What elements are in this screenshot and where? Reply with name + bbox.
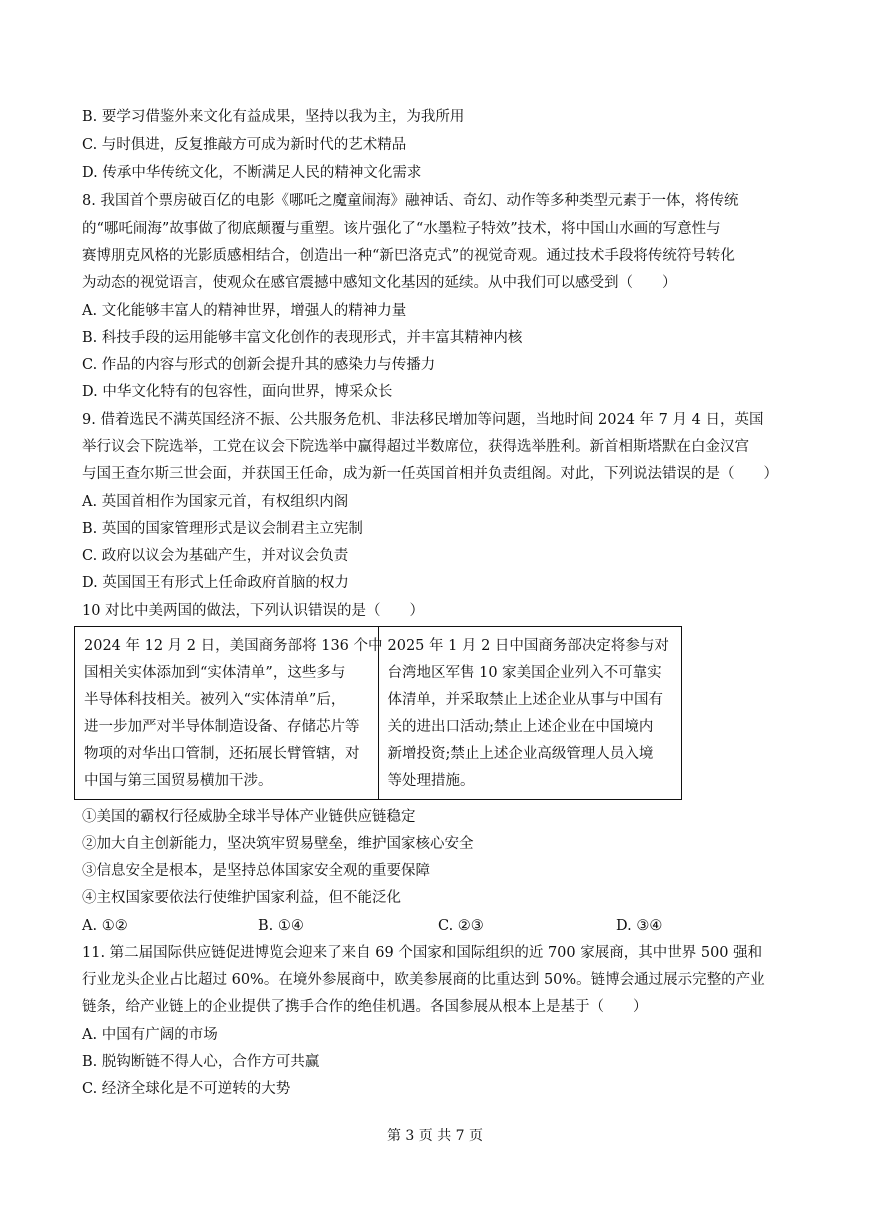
question-8-option-c: C. 作品的内容与形式的创新会提升其的感染力与传播力 <box>82 357 436 373</box>
question-11-option-c: C. 经济全球化是不可逆转的大势 <box>82 1081 291 1097</box>
page-footer: 第 3 页 共 7 页 <box>386 1128 484 1144</box>
usa-text-line: 进一步加严对半导体制造设备、存储芯片等 <box>84 719 360 735</box>
statement-3: ③信息安全是根本，是坚持总体国家安全观的重要保障 <box>82 863 430 879</box>
question-11-option-a: A. 中国有广阔的市场 <box>82 1027 218 1043</box>
china-text-line: 台湾地区军售 10 家美国企业列入不可靠实 <box>387 665 662 681</box>
china-text-line: 关的进出口活动;禁止上述企业在中国境内 <box>387 719 654 735</box>
usa-text-line: 2024 年 12 月 2 日，美国商务部将 136 个中 <box>84 638 383 654</box>
usa-text-line: 国相关实体添加到“实体清单”，这些多与 <box>84 665 346 681</box>
question-8-line-4: 为动态的视觉语言，使观众在感官震撼中感知文化基因的延续。从中我们可以感受到（ ） <box>82 275 677 291</box>
china-text-line: 新增投资;禁止上述企业高级管理人员入境 <box>387 746 654 762</box>
question-9-line-1: 9. 借着选民不满英国经济不振、公共服务危机、非法移民增加等问题，当地时间 2024 年 7 月 4 日，英国 <box>82 412 764 428</box>
question-8-option-a: A. 文化能够丰富人的精神世界，增强人的精神力量 <box>82 303 407 319</box>
question-11-option-b: B. 脱钩断链不得人心，合作方可共赢 <box>82 1054 320 1070</box>
question-9-option-b: B. 英国的国家管理形式是议会制君主立宪制 <box>82 521 363 537</box>
china-text-line: 2025 年 1 月 2 日中国商务部决定将参与对 <box>387 638 669 654</box>
option-d-text: D. 传承中华传统文化，不断满足人民的精神文化需求 <box>82 165 422 181</box>
usa-text-line: 中国与第三国贸易横加干涉。 <box>84 773 273 789</box>
question-11-line-2: 行业龙头企业占比超过 60%。在境外参展商中，欧美参展商的比重达到 50%。链博会通过展示完整的产业 <box>82 972 765 988</box>
option-b-text: B. 要学习借鉴外来文化有益成果，坚持以我为主，为我所用 <box>82 109 465 125</box>
question-8-line-2: 的“哪吒闹海”故事做了彻底颠覆与重塑。该片强化了“水墨粒子特效”技术，将中国山水画的写意性与 <box>82 221 721 237</box>
statement-2: ②加大自主创新能力，坚决筑牢贸易壁垒，维护国家核心安全 <box>82 836 474 852</box>
statement-1: ①美国的霸权行径威胁全球半导体产业链供应链稳定 <box>82 809 416 825</box>
choice-c: C. ②③ <box>438 918 484 934</box>
question-9-option-a: A. 英国首相作为国家元首，有权组织内阁 <box>82 494 349 510</box>
table-cell-usa <box>75 627 383 799</box>
choice-b: B. ①④ <box>258 918 304 934</box>
question-9-line-3: 与国王查尔斯三世会面，并获国王任命，成为新一任英国首相并负责组阁。对此，下列说法错误的是（ ） <box>82 466 778 482</box>
question-8-line-3: 赛博朋克风格的光影质感相结合，创造出一种“新巴洛克式”的视觉奇观。通过技术手段将传统符号转化 <box>82 248 735 264</box>
question-9-option-c: C. 政府以议会为基础产生，并对议会负责 <box>82 548 349 564</box>
usa-text-line: 半导体科技相关。被列入“实体清单”后， <box>84 692 346 708</box>
question-9-line-2: 举行议会下院选举，工党在议会下院选举中赢得超过半数席位，获得选举胜利。新首相斯塔默在白金汉宫 <box>82 439 749 455</box>
question-8-option-b: B. 科技手段的运用能够丰富文化创作的表现形式，并丰富其精神内核 <box>82 330 523 346</box>
china-text-line: 等处理措施。 <box>387 773 475 789</box>
question-11-line-3: 链条，给产业链上的企业提供了携手合作的绝佳机遇。各国参展从根本上是基于（ ） <box>82 999 648 1015</box>
question-9-option-d: D. 英国国王有形式上任命政府首脑的权力 <box>82 575 349 591</box>
question-11-line-1: 11. 第二届国际供应链促进博览会迎来了来自 69 个国家和国际组织的近 700 家展商，其中世界 500 强和 <box>82 945 763 961</box>
question-10-stem: 10 对比中美两国的做法，下列认识错误的是（ ） <box>82 603 425 619</box>
comparison-table <box>74 626 682 800</box>
option-c-text: C. 与时俱进，反复推敲方可成为新时代的艺术精品 <box>82 137 407 153</box>
question-8-option-d: D. 中华文化特有的包容性，面向世界，博采众长 <box>82 384 393 400</box>
usa-text-line: 物项的对华出口管制，还拓展长臂管辖，对 <box>84 746 360 762</box>
table-cell-china <box>379 627 682 799</box>
question-8-line-1: 8. 我国首个票房破百亿的电影《哪吒之魔童闹海》融神话、奇幻、动作等多种类型元素于一体，将传统 <box>82 193 739 209</box>
statement-4: ④主权国家要依法行使维护国家利益，但不能泛化 <box>82 890 401 906</box>
china-text-line: 体清单，并采取禁止上述企业从事与中国有 <box>387 692 663 708</box>
choice-a: A. ①② <box>82 918 128 934</box>
choice-d: D. ③④ <box>616 918 663 934</box>
